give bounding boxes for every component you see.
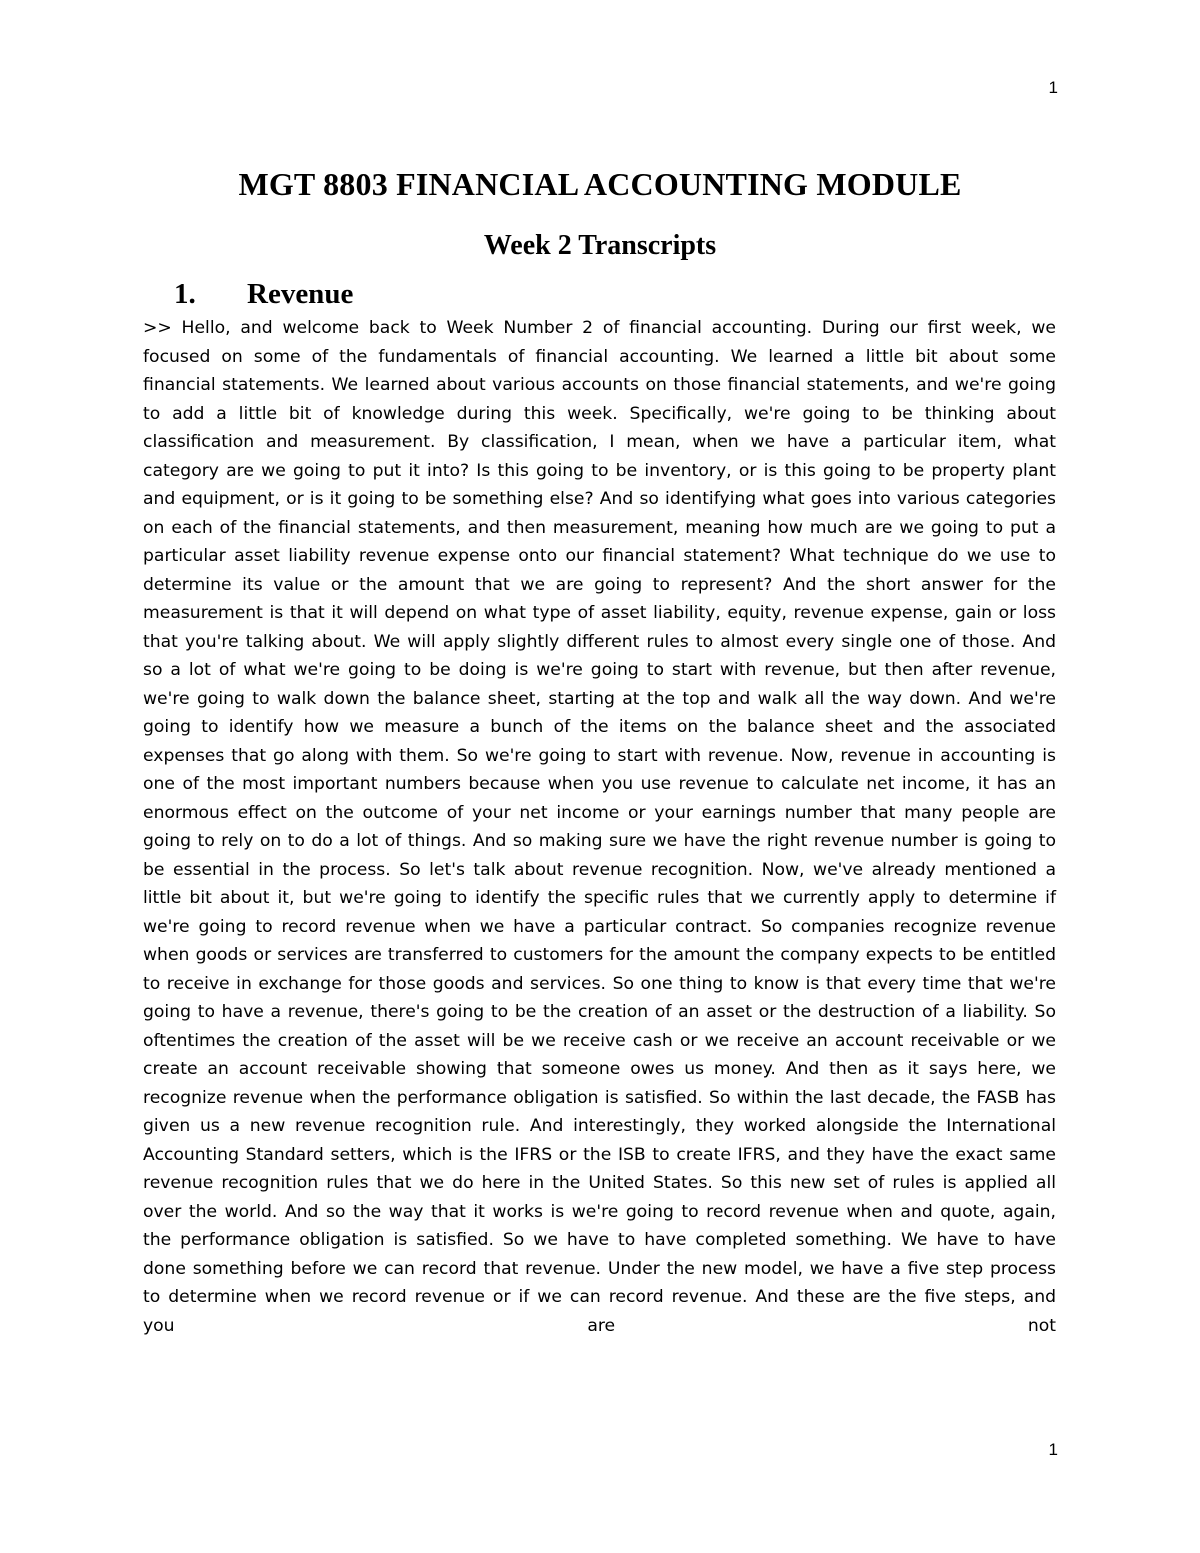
header-page-number: 1 — [1048, 78, 1058, 97]
document-subtitle: Week 2 Transcripts — [483, 230, 717, 261]
section-number: 1. — [174, 278, 196, 310]
document-title: MGT 8803 FINANCIAL ACCOUNTING MODULE — [238, 166, 962, 202]
footer-page-number: 1 — [1048, 1440, 1058, 1459]
section-heading — [174, 278, 353, 311]
transcript-paragraph: >> Hello, and welcome back to Week Number 2 of financial accounting. During our first week, we focused on some of the fundamentals of financial accounting. We learned a little bit about some financial statements. We learned about various accounts on those financial statements, and we're going to add a little bit of knowledge during this week. Specifically, we're going to be thinking about classification and measurement. By classification, I mean, when we have a particular item, what category are we going to put it into? Is this going to be inventory, or is this going to be property plant and equipment, or is it going to be something else? And so identifying what goes into various categories on each of the financial statements, and then measurement, meaning how much are we going to put a particular asset liability revenue expense onto our financial statement? What technique do we use to determine its value or the amount that we are going to represent? And the short answer for the measurement is that it will depend on what type of asset liability, equity, revenue expense, gain or loss that you're talking about. We will apply slightly different rules to almost every single one of those. And so a lot of what we're going to be doing is we're going to start with revenue, but then after revenue, we're going to walk down the balance sheet, starting at the top and walk all the way down. And we're going to identify how we measure a bunch of the items on the balance sheet and the associated expenses that go along with them. So we're going to start with revenue. Now, revenue in accounting is one of the most important numbers because when you use revenue to calculate net income, it has an enormous effect on the outcome of your net income or your earnings number that many people are going to rely on to do a lot of things. And so making sure we have the right revenue number is going to be essential in the process. So let's talk about revenue recognition. Now, we've already mentioned a little bit about it, but we're going to identify the specific rules that we currently apply to determine if we're going to record revenue when we have a particular contract. So companies recognize revenue when goods or services are transferred to customers for the amount the company expects to be entitled to receive in exchange for those goods and services. So one thing to know is that every time that we're going to have a revenue, there's going to be the creation of an asset or the destruction of a liability. So oftentimes the creation of the asset will be we receive cash or we receive an account receivable or we create an account receivable showing that someone owes us money. And then as it says here, we recognize revenue when the performance obligation is satisfied. So within the last decade, the FASB has given us a new revenue recognition rule. And interestingly, they worked alongside the International Accounting Standard setters, which is the IFRS or the ISB to create IFRS, and they have the exact same revenue recognition rules that we do here in the United States. So this new set of rules is applied all over the world. And so the way that it works is we're going to record revenue when and quote, again, the performance obligation is satisfied. So we have to have completed something. We have to have done something before we can record that revenue. Under the new model, we have a five step process to determine when we record revenue or if we can record revenue. And these are the five steps, and you are not — [143, 318, 1056, 1336]
section-title: Revenue — [247, 278, 354, 310]
